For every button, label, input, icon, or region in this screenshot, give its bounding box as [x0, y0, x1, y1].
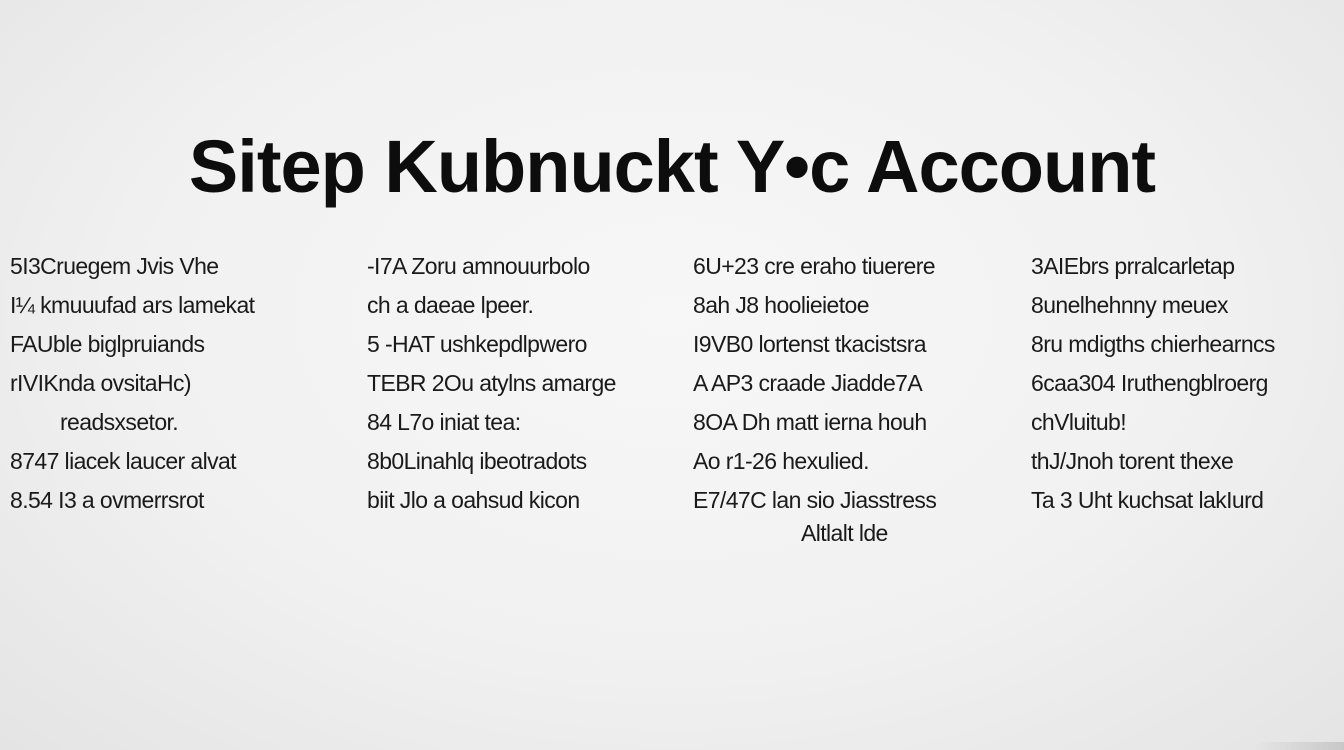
column-line: 8ru mdigths chierhearncs	[1031, 331, 1275, 357]
column-line: 84 L7o iniat tea:	[367, 409, 521, 435]
column-line: 8unelhehnny meuex	[1031, 292, 1228, 318]
column-line: 8.54 I3 a ovmerrsrot	[10, 487, 204, 513]
column-line: ch a daeae lpeer.	[367, 292, 534, 318]
column-line: Ao r1-26 hexulied.	[693, 448, 869, 474]
column-line: 5 -HAT ushkepdlpwero	[367, 331, 587, 357]
column-line: 8OA Dh matt ierna houh	[693, 409, 927, 435]
column-line: 8b0Linahlq ibeotradots	[367, 448, 587, 474]
text-column-4	[1031, 247, 1341, 520]
page-title: Sitep Kubnuckt Y•c Account	[188, 125, 1156, 208]
column-line: E7/47C lan sio Jiasstress	[693, 487, 937, 513]
column-line: biit Jlo a oahsud kicon	[367, 487, 580, 513]
column-line: FAUble biglpruiands	[10, 331, 205, 357]
column-line: 8ah J8 hoolieietoe	[693, 292, 869, 318]
column-line: 5I3Cruegem Jvis Vhe	[10, 253, 219, 279]
column-line: -I7A Zoru amnouurbolo	[367, 253, 590, 279]
column-line: 6caa304 Iruthengblroerg	[1031, 370, 1268, 396]
column-line: Ta 3 Uht kuchsat lakIurd	[1031, 487, 1264, 513]
corner-mark	[1254, 742, 1344, 750]
text-column-2	[367, 247, 677, 520]
column-line: TEBR 2Ou atylns amarge	[367, 370, 616, 396]
text-column-1	[10, 247, 350, 520]
text-column-3	[693, 247, 1013, 553]
column-line: Altlalt lde	[801, 520, 888, 546]
column-line: I9VB0 lortenst tkacistsra	[693, 331, 926, 357]
column-line: rIVIKnda ovsitaHc)	[10, 370, 191, 396]
column-line: A AP3 craade Jiadde7A	[693, 370, 923, 396]
column-line: 6U+23 cre eraho tiuerere	[693, 253, 935, 279]
column-line: readsxsetor.	[60, 409, 179, 435]
column-line: chVluitub!	[1031, 409, 1127, 435]
column-line: thJ/Jnoh torent thexe	[1031, 448, 1234, 474]
column-line: 8747 liacek laucer alvat	[10, 448, 236, 474]
column-line: 3AIEbrs prralcarletap	[1031, 253, 1235, 279]
column-line: I¼ kmuuufad ars lamekat	[10, 292, 255, 318]
